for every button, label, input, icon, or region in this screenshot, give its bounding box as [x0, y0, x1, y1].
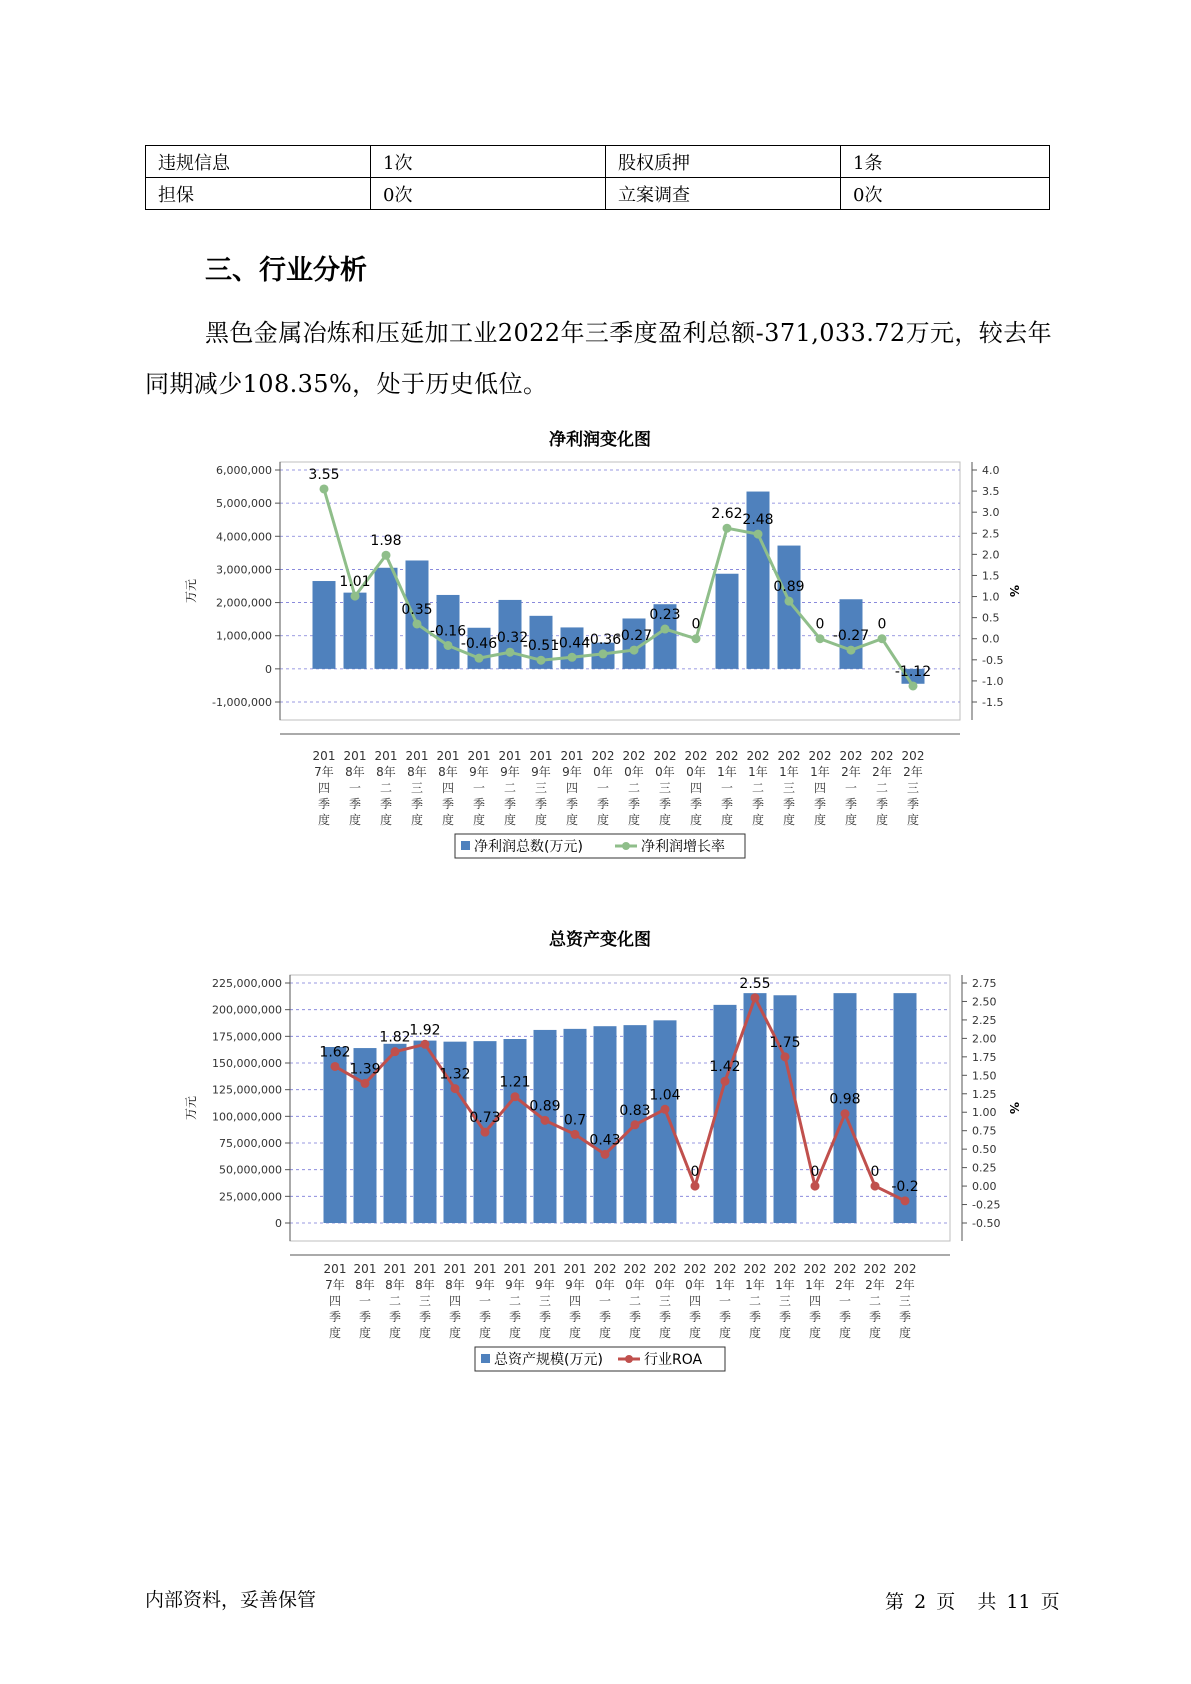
y-axis-tick-label: 225,000,000	[212, 977, 282, 990]
x-axis-tick-label: 201 7年四季度	[312, 749, 336, 827]
y-axis-tick-label: 1,000,000	[216, 629, 272, 643]
data-point	[451, 1084, 460, 1093]
x-axis-tick-label: 202 0年四季度	[683, 1262, 707, 1340]
y2-axis-tick-label: -1.0	[982, 674, 1004, 688]
net-profit-chart-svg	[0, 420, 1191, 880]
bar	[594, 1026, 617, 1223]
bar	[716, 574, 739, 669]
y2-axis-tick-label: 4.0	[982, 464, 1000, 477]
data-point	[568, 653, 577, 662]
x-axis-tick-label: 201 9年一季度	[467, 749, 491, 827]
legend-line-label: 行业ROA	[644, 1352, 703, 1368]
data-point	[351, 592, 360, 601]
data-point	[901, 1196, 910, 1205]
x-axis-tick-label: 202 1年四季度	[808, 749, 832, 827]
y2-axis-tick-label: 1.0	[982, 590, 1000, 604]
section-title: 三、行业分析	[205, 255, 367, 286]
x-axis-tick-label: 201 8年一季度	[343, 749, 367, 827]
y2-axis-tick-label: 2.75	[972, 977, 997, 990]
x-axis-tick-label: 202 2年三季度	[901, 749, 925, 827]
data-label: 0.43	[589, 1132, 621, 1149]
y2-axis-tick-label: 2.00	[972, 1032, 997, 1046]
legend-bar-label: 总资产规模(万元)	[494, 1352, 603, 1368]
x-axis-tick-label: 202 0年二季度	[622, 749, 646, 827]
x-axis-tick-label: 202 2年二季度	[863, 1262, 887, 1340]
table-cell: 立案调查	[606, 178, 841, 210]
data-point	[320, 484, 329, 493]
data-label: 1.04	[649, 1087, 681, 1104]
x-axis-tick-label: 201 9年二季度	[503, 1262, 527, 1340]
data-label: 1.62	[319, 1044, 351, 1061]
chart-title: 总资产变化图	[549, 930, 651, 950]
data-label: 0	[810, 1164, 820, 1181]
data-label: 1.42	[709, 1059, 741, 1076]
y2-axis-tick-label: 1.00	[972, 1106, 997, 1120]
x-axis-tick-label: 201 9年三季度	[533, 1262, 557, 1340]
x-axis-tick-label: 201 8年四季度	[436, 749, 460, 827]
y-axis-tick-label: 4,000,000	[216, 530, 272, 544]
y2-axis-title: %	[1007, 1101, 1021, 1115]
page-prefix: 第	[885, 1591, 905, 1613]
data-label: 1.39	[349, 1061, 381, 1078]
x-axis-tick-label: 202 0年四季度	[684, 749, 708, 827]
y2-axis-tick-label: -0.25	[972, 1198, 1001, 1212]
data-point	[601, 1150, 610, 1159]
table-row	[146, 146, 1050, 178]
bar	[774, 995, 797, 1223]
y2-axis-tick-label: 1.25	[972, 1087, 997, 1101]
y2-axis-tick-label: 1.50	[972, 1069, 997, 1083]
data-label: 0.83	[619, 1102, 651, 1119]
data-point	[847, 646, 856, 655]
data-label: 1.32	[439, 1066, 471, 1083]
data-point	[331, 1062, 340, 1071]
x-axis-tick-label: 202 2年二季度	[870, 749, 894, 827]
x-axis-tick-label: 201 9年四季度	[563, 1262, 587, 1340]
data-point	[811, 1182, 820, 1191]
y2-axis-tick-label: 0.0	[982, 632, 1000, 646]
data-label: 1.01	[339, 574, 371, 591]
data-point	[511, 1092, 520, 1101]
data-point	[751, 993, 760, 1002]
x-axis-tick-label: 202 1年三季度	[773, 1262, 797, 1340]
bar	[778, 546, 801, 669]
footer-confidential-note: 内部资料，妥善保管	[145, 1589, 317, 1611]
data-label: 0.35	[401, 601, 433, 618]
x-axis-tick-label: 202 1年二季度	[746, 749, 770, 827]
page-total: 11	[1006, 1591, 1031, 1613]
data-point	[506, 648, 515, 657]
data-label: 0	[815, 616, 825, 633]
data-point	[631, 1120, 640, 1129]
x-axis-tick-label: 201 8年二季度	[374, 749, 398, 827]
data-point	[661, 1105, 670, 1114]
data-point	[421, 1040, 430, 1049]
y2-axis-tick-label: 0.50	[972, 1143, 997, 1157]
table-cell: 违规信息	[146, 146, 371, 178]
data-point	[781, 1052, 790, 1061]
x-axis-tick-label: 201 8年一季度	[353, 1262, 377, 1340]
y2-axis-tick-label: 0.75	[972, 1124, 997, 1138]
data-label: -0.32	[491, 630, 529, 647]
info-table	[145, 145, 1050, 210]
y2-axis-tick-label: 2.25	[972, 1013, 997, 1027]
x-axis-tick-label: 201 8年二季度	[383, 1262, 407, 1340]
y-axis-tick-label: 6,000,000	[216, 464, 272, 477]
data-point	[785, 597, 794, 606]
data-point	[391, 1047, 400, 1056]
y-axis-title: 万元	[184, 578, 198, 604]
chart-title: 净利润变化图	[549, 430, 651, 450]
bar	[534, 1030, 557, 1223]
data-label: -0.16	[429, 623, 467, 640]
data-point	[661, 625, 670, 634]
y2-axis-tick-label: 3.5	[982, 485, 1000, 499]
data-label: -0.27	[615, 628, 653, 645]
data-label: 0.73	[469, 1110, 501, 1127]
x-axis-tick-label: 201 9年一季度	[473, 1262, 497, 1340]
data-label: 0.89	[773, 579, 805, 596]
data-label: 1.98	[370, 533, 402, 550]
data-point	[692, 634, 701, 643]
y-axis-tick-label: 150,000,000	[212, 1057, 282, 1070]
x-axis-tick-label: 202 1年三季度	[777, 749, 801, 827]
data-label: 1.92	[409, 1022, 441, 1039]
y-axis-tick-label: 25,000,000	[219, 1190, 282, 1204]
y2-axis-tick-label: 1.5	[982, 569, 1000, 583]
legend-line-marker	[625, 1355, 633, 1363]
bar	[654, 1020, 677, 1223]
y-axis-tick-label: 0	[275, 1217, 282, 1230]
data-label: -0.27	[832, 628, 870, 645]
x-axis-tick-label: 202 0年一季度	[591, 749, 615, 827]
data-label: -0.36	[584, 631, 622, 648]
y-axis-tick-label: 175,000,000	[212, 1030, 282, 1044]
data-point	[537, 656, 546, 665]
data-point	[475, 654, 484, 663]
data-label: 3.55	[308, 466, 340, 483]
data-label: 0	[877, 616, 887, 633]
data-point	[481, 1128, 490, 1137]
y2-axis-tick-label: 2.5	[982, 527, 1000, 541]
data-label: 0.89	[529, 1098, 561, 1115]
data-label: 2.55	[739, 975, 771, 992]
x-axis-tick-label: 201 8年三季度	[413, 1262, 437, 1340]
y-axis-tick-label: 0	[265, 662, 272, 676]
data-label: -0.44	[553, 635, 591, 652]
bar	[414, 1041, 437, 1223]
data-label: -1.12	[894, 663, 932, 680]
total-prefix: 共	[977, 1591, 997, 1613]
y2-axis-title: %	[1007, 584, 1021, 598]
table-row	[146, 178, 1050, 210]
data-point	[816, 634, 825, 643]
y2-axis-tick-label: 2.50	[972, 995, 997, 1009]
table-cell: 0次	[841, 178, 1050, 210]
legend-bar-swatch	[461, 841, 470, 850]
y-axis-tick-label: -1,000,000	[212, 696, 272, 709]
data-label: 1.75	[769, 1034, 801, 1051]
data-label: 1.82	[379, 1029, 411, 1046]
legend-line-marker	[622, 842, 630, 850]
y2-axis-tick-label: -1.5	[982, 696, 1004, 709]
data-point	[382, 551, 391, 560]
y-axis-tick-label: 2,000,000	[216, 596, 272, 610]
legend-bar-label: 净利润总数(万元)	[474, 839, 583, 855]
total-assets-chart-svg	[0, 920, 1191, 1380]
y2-axis-tick-label: 0.00	[972, 1180, 997, 1194]
data-label: 0	[691, 616, 701, 633]
y-axis-tick-label: 3,000,000	[216, 563, 272, 577]
net-profit-chart	[0, 420, 1191, 880]
table-cell: 1条	[841, 146, 1050, 178]
analysis-paragraph: 黑色金属冶炼和压延加工业2022年三季度盈利总额-371,033.72万元，较去年同期减少108.35%，处于历史低位。	[145, 319, 1052, 398]
total-unit: 页	[1040, 1591, 1060, 1613]
bar	[504, 1039, 527, 1223]
x-axis-tick-label: 201 9年三季度	[529, 749, 553, 827]
y-axis-tick-label: 5,000,000	[216, 497, 272, 511]
page-unit: 页	[936, 1591, 956, 1613]
data-point	[361, 1079, 370, 1088]
x-axis-tick-label: 202 2年一季度	[839, 749, 863, 827]
x-axis-tick-label: 202 2年一季度	[833, 1262, 857, 1340]
data-label: 1.21	[499, 1074, 531, 1091]
x-axis-tick-label: 202 0年三季度	[653, 749, 677, 827]
bar	[313, 581, 336, 669]
data-label: 0	[690, 1164, 700, 1181]
y-axis-tick-label: 200,000,000	[212, 1003, 282, 1017]
data-label: 2.62	[711, 506, 743, 523]
legend-line-label: 净利润增长率	[641, 839, 725, 855]
data-label: 0	[870, 1164, 880, 1181]
data-label: -0.2	[891, 1178, 919, 1195]
data-point	[691, 1182, 700, 1191]
x-axis-tick-label: 202 2年三季度	[893, 1262, 917, 1340]
data-label: -0.46	[460, 636, 498, 653]
y-axis-tick-label: 125,000,000	[212, 1083, 282, 1097]
data-point	[841, 1109, 850, 1118]
x-axis-tick-label: 201 9年二季度	[498, 749, 522, 827]
data-point	[721, 1077, 730, 1086]
x-axis-tick-label: 202 1年四季度	[803, 1262, 827, 1340]
y2-axis-tick-label: 3.0	[982, 506, 1000, 520]
data-label: -0.51	[522, 638, 560, 655]
y2-axis-tick-label: 1.75	[972, 1050, 997, 1064]
data-point	[413, 619, 422, 628]
data-label: 2.48	[742, 512, 774, 529]
bar	[375, 568, 398, 669]
bar	[324, 1047, 347, 1223]
bar	[744, 993, 767, 1223]
data-point	[754, 530, 763, 539]
x-axis-tick-label: 201 9年四季度	[560, 749, 584, 827]
y2-axis-tick-label: 0.25	[972, 1161, 997, 1175]
y2-axis-tick-label: 2.0	[982, 548, 1000, 562]
page-current: 2	[914, 1591, 927, 1613]
data-point	[571, 1130, 580, 1139]
x-axis-tick-label: 202 1年一季度	[715, 749, 739, 827]
y-axis-tick-label: 50,000,000	[219, 1163, 282, 1177]
y2-axis-tick-label: -0.5	[982, 653, 1004, 667]
x-axis-tick-label: 201 7年四季度	[323, 1262, 347, 1340]
y-axis-tick-label: 100,000,000	[212, 1110, 282, 1124]
bar	[834, 993, 857, 1223]
data-point	[541, 1116, 550, 1125]
data-label: 0.7	[563, 1112, 587, 1129]
table-cell: 1次	[371, 146, 606, 178]
data-point	[871, 1182, 880, 1191]
data-label: 0.98	[829, 1091, 861, 1108]
data-point	[444, 641, 453, 650]
legend-bar-swatch	[481, 1354, 490, 1363]
data-point	[909, 681, 918, 690]
y-axis-tick-label: 75,000,000	[219, 1137, 282, 1150]
data-point	[630, 646, 639, 655]
x-axis-tick-label: 202 0年一季度	[593, 1262, 617, 1340]
total-assets-chart	[0, 920, 1191, 1380]
table-cell: 0次	[371, 178, 606, 210]
x-axis-tick-label: 202 1年二季度	[743, 1262, 767, 1340]
y2-axis-tick-label: 0.5	[982, 611, 1000, 625]
x-axis-tick-label: 201 8年三季度	[405, 749, 429, 827]
table-cell: 担保	[146, 178, 371, 210]
data-label: 0.23	[649, 607, 681, 624]
bar	[344, 593, 367, 669]
x-axis-tick-label: 202 0年二季度	[623, 1262, 647, 1340]
x-axis-tick-label: 201 8年四季度	[443, 1262, 467, 1340]
x-axis-tick-label: 202 0年三季度	[653, 1262, 677, 1340]
y2-axis-tick-label: -0.50	[972, 1217, 1001, 1230]
x-axis-tick-label: 202 1年一季度	[713, 1262, 737, 1340]
y-axis-title: 万元	[184, 1095, 198, 1121]
data-point	[878, 634, 887, 643]
footer-page-number	[885, 1587, 1064, 1614]
data-point	[599, 649, 608, 658]
data-point	[723, 524, 732, 533]
table-cell: 股权质押	[606, 146, 841, 178]
bar	[384, 1044, 407, 1223]
